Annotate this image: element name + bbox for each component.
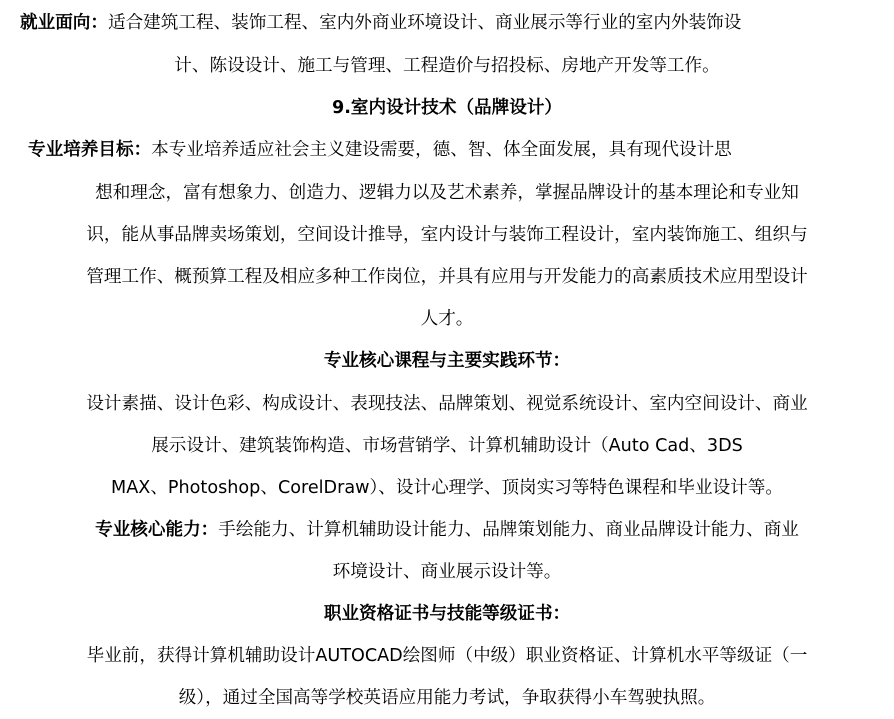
goal-line-3: 识，能从事品牌卖场策划，空间设计推导，室内设计与装饰工程设计，室内装饰施工、组织与 <box>86 225 808 245</box>
goal-line-2: 想和理念，富有想象力、创造力、逻辑力以及艺术素养，掌握品牌设计的基本理论和专业知 <box>95 183 799 203</box>
goal-line-4: 管理工作、概预算工程及相应多种工作岗位，并具有应用与开发能力的高素质技术应用型设计 <box>86 267 808 287</box>
employment-text-1: 适合建筑工程、装饰工程、室内外商业环境设计、商业展示等行业的室内外装饰设 <box>107 13 742 33</box>
abilities-text-1: 手绘能力、计算机辅助设计能力、品牌策划能力、商业品牌设计能力、商业 <box>218 520 799 540</box>
goal-text-1: 本专业培养适应社会主义建设需要，德、智、体全面发展，具有现代设计思 <box>151 140 732 160</box>
certificates-heading: 职业资格证书与技能等级证书： <box>323 604 571 624</box>
goal-line-1 <box>28 129 888 171</box>
courses-heading: 专业核心课程与主要实践环节： <box>323 351 571 371</box>
employment-line-2: 计、陈设设计、施工与管理、工程造价与招投标、房地产开发等工作。 <box>174 56 720 76</box>
goal-label: 专业培养目标： <box>28 140 152 160</box>
courses-line-1: 设计素描、设计色彩、构成设计、表现技法、品牌策划、视觉系统设计、室内空间设计、商业 <box>86 394 808 414</box>
certificates-line-2: 级），通过全国高等学校英语应用能力考试，争取获得小车驾驶执照。 <box>178 688 716 708</box>
employment-line-1 <box>20 2 890 44</box>
abilities-line-2: 环境设计、商业展示设计等。 <box>332 562 562 582</box>
courses-line-2: 展示设计、建筑装饰构造、市场营销学、计算机辅助设计（Auto Cad、3DS <box>151 436 743 456</box>
employment-label: 就业面向： <box>20 13 108 33</box>
section-title: 9.室内设计技术（品牌设计） <box>331 98 563 118</box>
abilities-line-1 <box>0 509 894 551</box>
certificates-line-1: 毕业前，获得计算机辅助设计AUTOCAD绘图师（中级）职业资格证、计算机水平等级证（一 <box>86 646 808 666</box>
abilities-label: 专业核心能力： <box>95 520 219 540</box>
courses-line-3: MAX、Photoshop、CorelDraw）、设计心理学、顶岗实习等特色课程和毕业设计等。 <box>111 478 783 498</box>
goal-line-5: 人才。 <box>420 309 474 329</box>
